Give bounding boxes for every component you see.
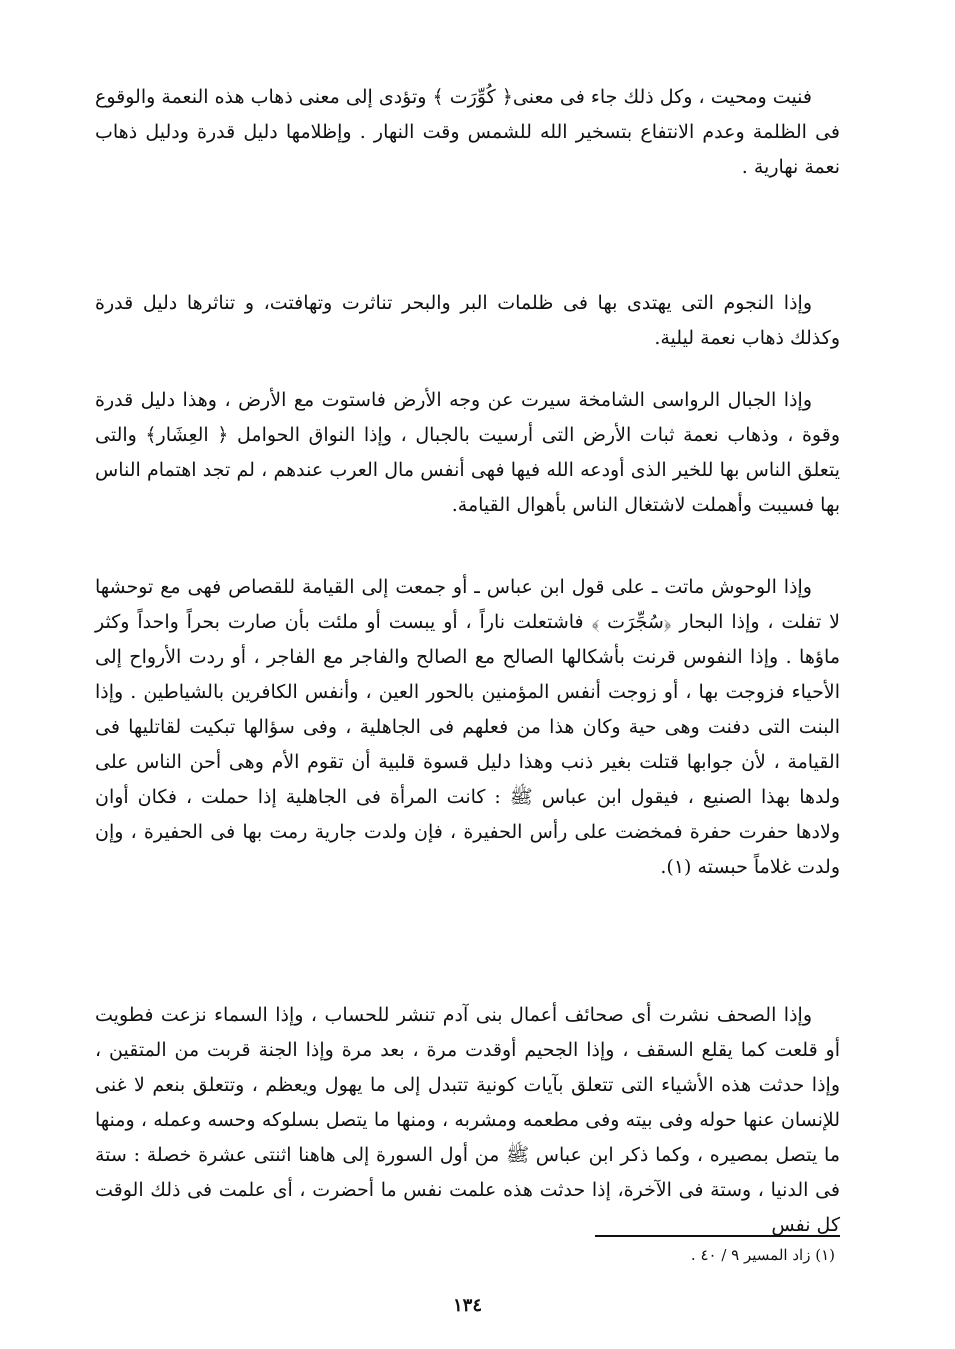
paragraph-4: وإذا الوحوش ماتت ـ على قول ابن عباس ـ أو جمعت إلى القيامة للقصاص فهى مع توحشها لا تفلت ، وإذا البحار ﴿سُجِّرَت ﴾ فاشتعلت ناراً ، أو يبست أو ملئت بأن صارت بحراً واحداً وكثر ماؤها . وإذا النفوس قرنت بأشكالها الصالح مع الصالح والفاجر مع الفاجر ، أو ردت الأرواح إلى الأحياء فزوجت بها ، أو زوجت أنفس المؤمنين بالحور العين ، وأنفس الكافرين بالشياطين . وإذا البنت التى دفنت وهى حية وكان هذا من فعلهم فى الجاهلية ، وفى سؤالها تبكيت لقاتليها فى القيامة ، لأن جوابها قتلت بغير ذنب وهذا دليل قسوة قلبية أن تقوم الأم وهى أحن الناس على ولدها بهذا الصنيع ، فيقول ابن عباس ﷺ : كانت المرأة فى الجاهلية إذا حملت ، فكان أوان ولادها حفرت حفرة فمخضت على رأس الحفيرة ، فإن ولدت جارية رمت بها فى الحفيرة ، وإن ولدت غلاماً حبسته (١). — [95, 576, 840, 878]
paragraph-3: وإذا الجبال الرواسى الشامخة سيرت عن وجه الأرض فاستوت مع الأرض ، وهذا دليل قدرة وقوة ، وذهاب نعمة ثبات الأرض التى أرسيت بالجبال ، وإذا النواق الحوامل ﴿ العِشَار﴾ والتى يتعلق الناس بها للخير الذى أودعه الله فيها فهى أنفس مال العرب عندهم ، لم تجد اهتمام الناس بها فسيبت وأهملت لاشتغال الناس بأهوال القيامة. — [95, 389, 840, 516]
book-page — [95, 60, 840, 1330]
paragraph-2: وإذا النجوم التى يهتدى بها فى ظلمات البر والبحر تناثرت وتهافتت، و تناثرها دليل قدرة وكذلك ذهاب نعمة ليلية. — [95, 292, 840, 349]
paragraph-5: وإذا الصحف نشرت أى صحائف أعمال بنى آدم تنشر للحساب ، وإذا السماء نزعت فطويت أو قلعت كما يقلع السقف ، وإذا الجحيم أوقدت مرة ، بعد مرة وإذا الجنة قربت من المتقين ، وإذا حدثت هذه الأشياء التى تتعلق بآيات كونية تتبدل إلى ما يهول ويعظم ، وتتعلق بنعم لا غنى للإنسان عنها حوله وفى بيته وفى مطعمه ومشربه ، ومنها ما يتصل بسلوكه وحسه وعمله ، ومنها ما يتصل بمصيره ، وكما ذكر ابن عباس ﷺ من أول السورة إلى هاهنا اثنتى عشرة خصلة : ستة فى الدنيا ، وستة فى الآخرة، إذا حدثت هذه علمت نفس ما أحضرت ، أى علمت فى ذلك الوقت كل نفس — [95, 1004, 840, 1236]
footnote-divider — [595, 1235, 840, 1237]
paragraph-1: فنيت ومحيت ، وكل ذلك جاء فى معنى﴿ كُوِّرَت ﴾ وتؤدى إلى معنى ذهاب هذه النعمة والوقوع فى الظلمة وعدم الانتفاع بتسخير الله للشمس وقت النهار . وإظلامها دليل قدرة ودليل ذهاب نعمة نهارية . — [95, 86, 840, 178]
footnote: (١) زاد المسير ٩ / ٤٠ . — [690, 1246, 835, 1264]
page-number: ١٣٤ — [452, 1295, 482, 1316]
